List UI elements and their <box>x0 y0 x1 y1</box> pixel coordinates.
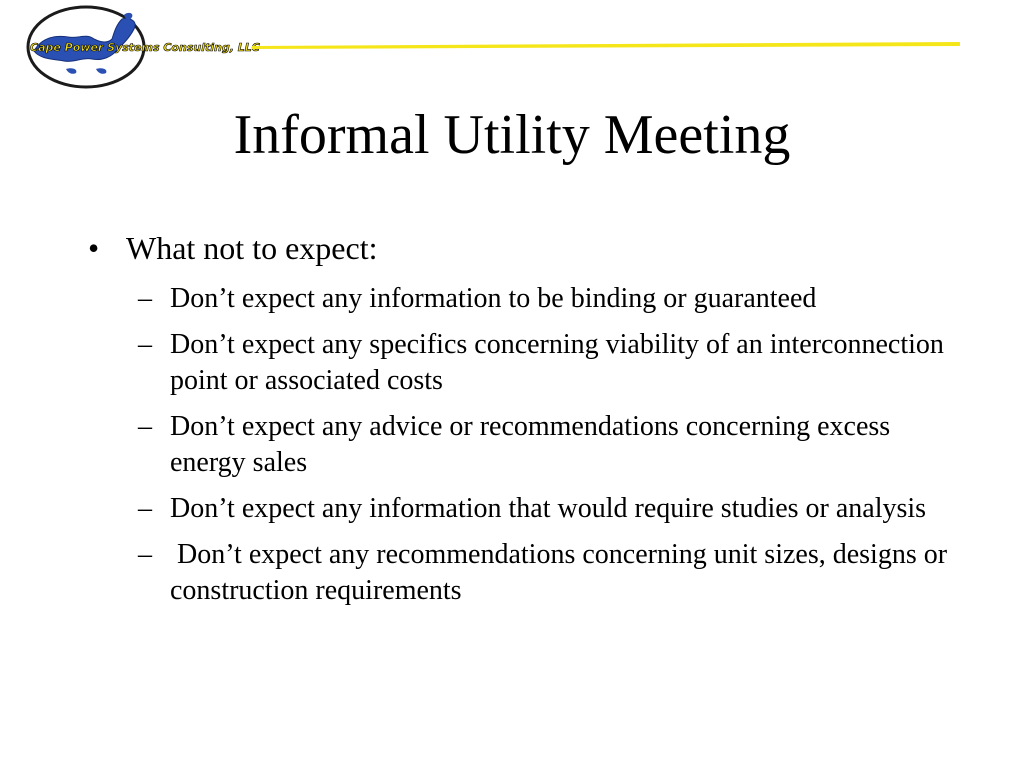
sub-bullet-item <box>138 281 948 317</box>
logo-text: Cape Power Systems Consulting, LLC <box>30 41 260 54</box>
logo-graphic <box>26 3 266 89</box>
sub-bullet-item <box>138 537 955 609</box>
sub-bullet-item <box>138 327 948 399</box>
dash-marker: – <box>138 329 152 360</box>
bullet-marker: • <box>88 230 100 266</box>
dash-marker: – <box>138 283 152 314</box>
sub-bullet-item <box>138 491 948 527</box>
dash-marker: – <box>138 411 152 442</box>
dash-marker: – <box>138 539 152 570</box>
sub-bullet-text: Don’t expect any recommendations concerning unit sizes, designs or construction requirements <box>170 539 955 606</box>
sub-bullet-text: Don’t expect any specifics concerning viability of an interconnection point or associated costs <box>170 329 944 396</box>
dash-marker: – <box>138 493 152 524</box>
header-accent-line <box>252 30 960 50</box>
sub-bullet-text: Don’t expect any advice or recommendations concerning excess energy sales <box>170 411 891 478</box>
sub-bullet-list <box>138 281 955 619</box>
slide-title: Informal Utility Meeting <box>233 104 791 166</box>
sub-bullet-text: Don’t expect any information to be binding or guaranteed <box>170 283 817 314</box>
bullet-text: What not to expect: <box>126 230 378 266</box>
sub-bullet-item <box>138 409 948 481</box>
sub-bullet-text: Don’t expect any information that would require studies or analysis <box>170 493 927 524</box>
company-logo <box>26 3 266 89</box>
